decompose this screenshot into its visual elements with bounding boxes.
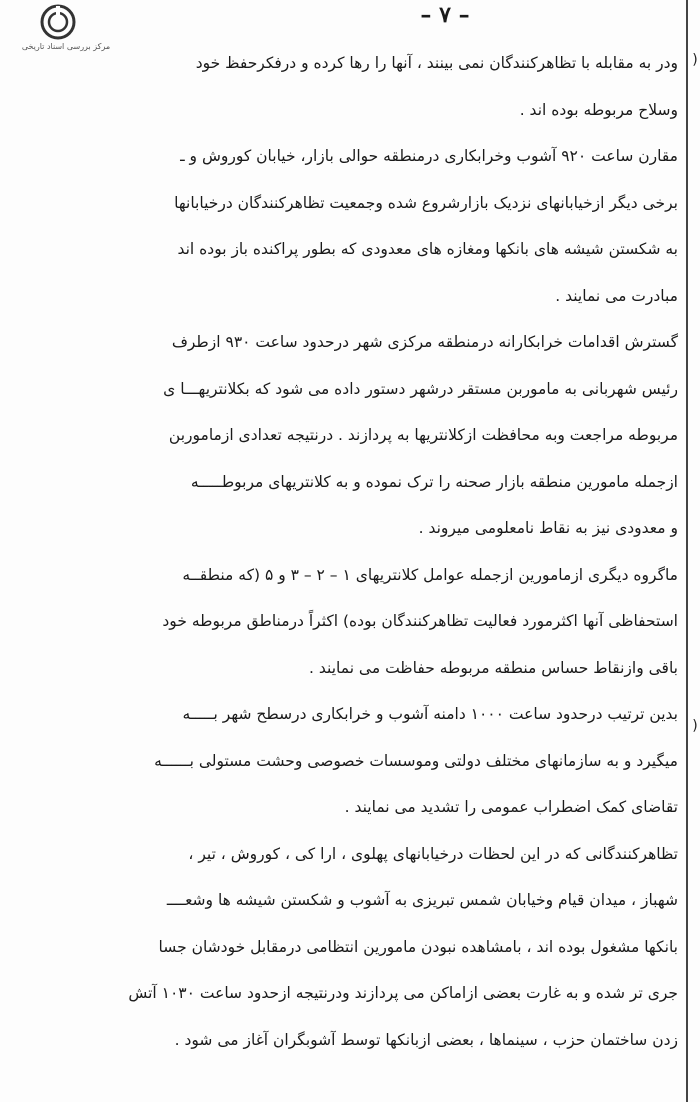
text-line: برخی دیگر ازخیابانهای نزدیک بازارشروع شده وجمعیت تظاهرکنندگان درخیابانها (174, 193, 678, 212)
archive-seal-icon (38, 4, 78, 42)
text-line: بدین ترتیب درحدود ساعت ۱۰۰۰ دامنه آشوب و خرابکاری درسطح شهر بـــــه (182, 705, 678, 723)
text-line: تقاضای کمک اضطراب عمومی را تشدید می نمایند . (344, 798, 678, 816)
text-line: وسلاح مربوطه بوده اند . (519, 100, 678, 119)
text-line: رئیس شهربانی به ماموربن مستقر درشهر دستور داده می شود که بکلانتریهـــا ی (163, 379, 678, 398)
margin-bracket-mark: ) (692, 52, 698, 68)
text-line: مقارن ساعت ۹۲۰ آشوب وخرابکاری درمنطقه حوالی بازار، خیابان کوروش و ـ (180, 147, 678, 165)
page-number: – ٧ – (420, 2, 470, 28)
page-edge-line (686, 0, 688, 1102)
text-line: گسترش اقدامات خرابکارانه درمنطقه مرکزی شهر درحدود ساعت ۹۳۰ ازطرف (171, 333, 678, 351)
document-body (18, 40, 678, 1063)
text-line: ودر به مقابله با تظاهرکنندگان نمی بینند ، آنها را رها کرده و درفکرحفظ خود (195, 54, 678, 72)
text-line: باقی وازنقاط حساس منطقه مربوطه حفاظت می نمایند . (309, 658, 678, 677)
text-line: تظاهرکنندگانی که در این لحظات درخیابانهای پهلوی ، ارا کی ، کوروش ، تیر ، (188, 844, 678, 863)
text-line: استحفاظی آنها اکثرمورد فعالیت تظاهرکنندگان بوده) اکثراً درمناطق مربوطه خود (162, 612, 678, 630)
text-line: شهباز ، میدان قیام وخیابان شمس تبریزی به آشوب و شکستن شیشه ها وشعــــ (166, 891, 678, 909)
text-line: بانکها مشغول بوده اند ، بامشاهده نبودن مامورین انتظامی درمقابل خودشان جسا (158, 937, 678, 956)
logo-caption: مرکز بررسی اسناد تاریخی (21, 42, 111, 51)
text-line: به شکستن شیشه های بانکها ومغازه های معدودی که بطور پراکنده باز بوده اند (177, 240, 678, 258)
margin-bracket-mark: ) (692, 718, 698, 734)
text-line: و معدودی نیز به نقاط نامعلومی میروند . (418, 519, 678, 537)
text-line: میگیرد و به سازمانهای مختلف دولتی وموسسات خصوصی وحشت مستولی بــــــه (154, 751, 678, 770)
text-line: مبادرت می نمایند . (555, 286, 678, 305)
text-line: مربوطه مراجعت وبه محافظت ازکلانتریها به پردازند . درنتیجه تعدادی ازماموربن (168, 426, 678, 444)
text-line: زدن ساختمان حزب ، سینماها ، بعضی ازبانکها توسط آشوبگران آغاز می شود . (174, 1030, 678, 1049)
text-line: ازجمله مامورین منطقه بازار صحنه را ترک نموده و به کلانتریهای مربوطـــــه (190, 472, 678, 491)
text-line: جری تر شده و به غارت بعضی ازاماکن می پردازند ودرنتیجه ازحدود ساعت ۱۰۳۰ آتش (128, 984, 678, 1002)
text-line: ماگروه دیگری ازمامورین ازجمله عوامل کلانتریهای ۱ – ۲ – ۳ و ۵ (که منطقــه (182, 565, 678, 584)
